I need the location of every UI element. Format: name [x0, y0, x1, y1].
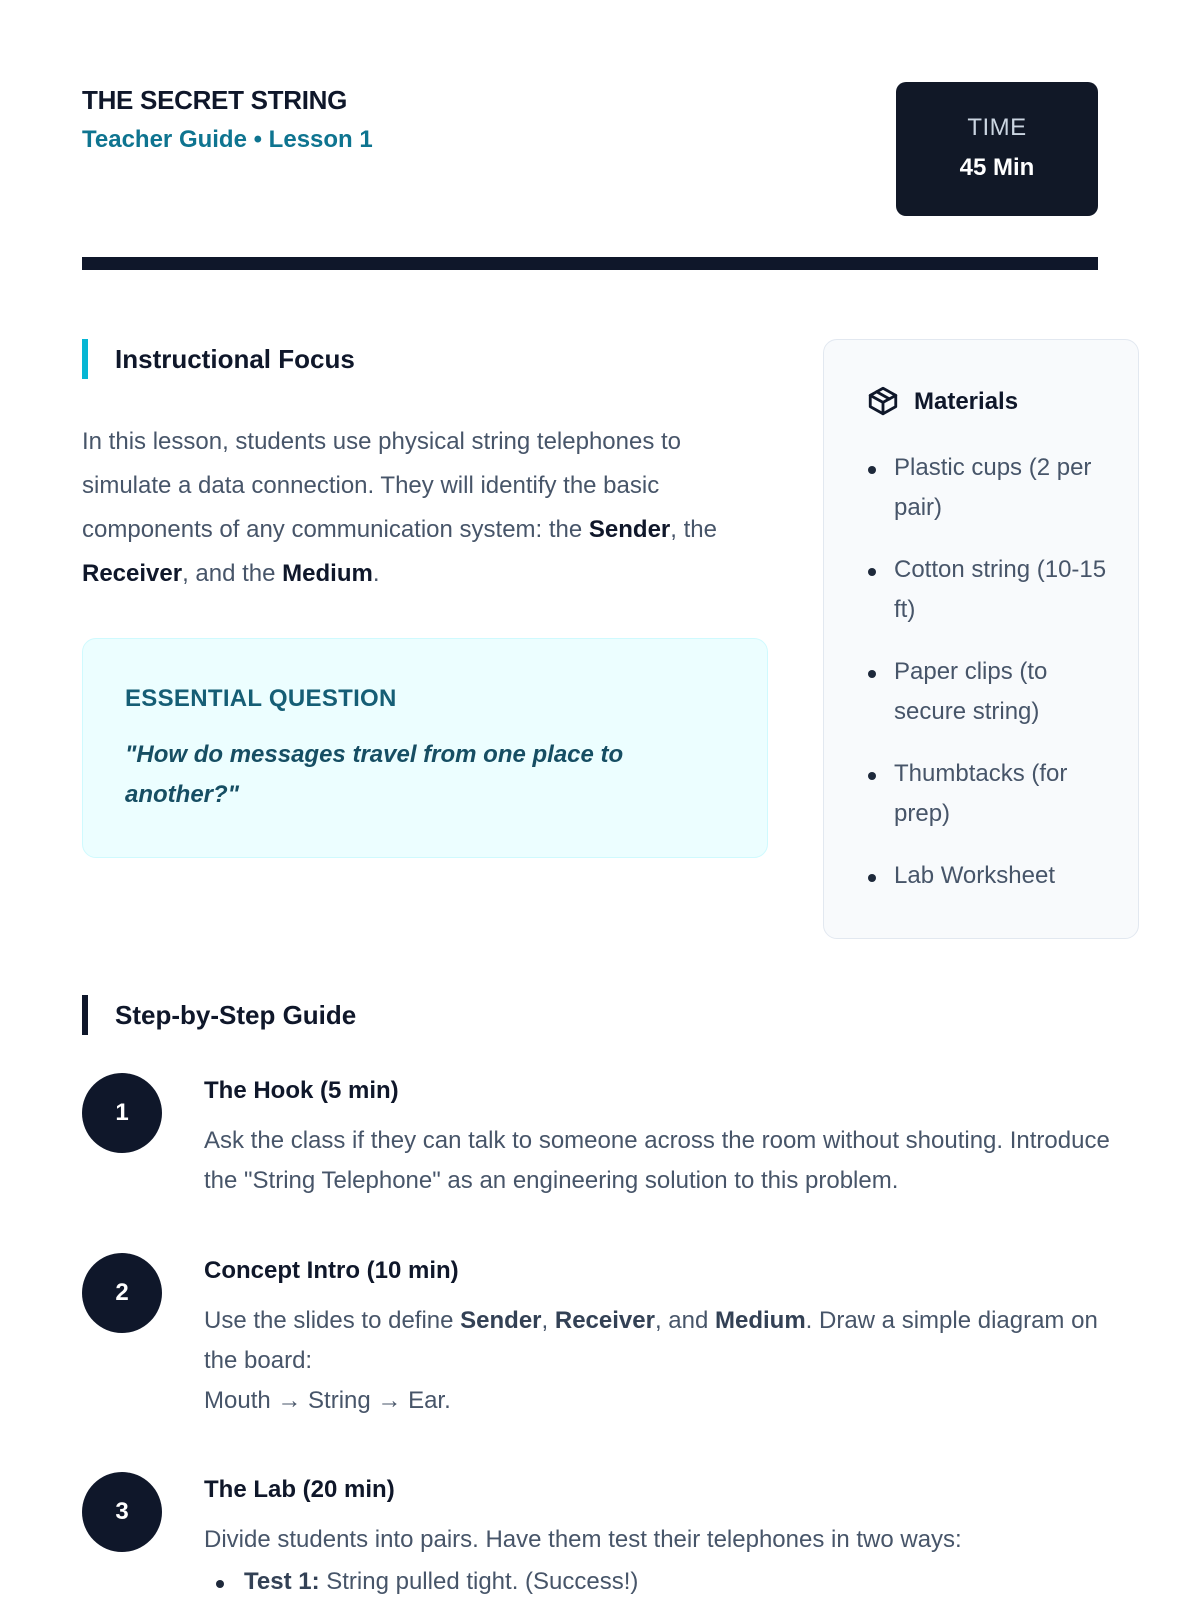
lesson-title: THE SECRET STRING	[82, 85, 348, 115]
materials-item: Paper clips (to secure string)	[866, 652, 1116, 732]
step-number-badge: 1	[82, 1073, 162, 1153]
time-label: TIME	[967, 114, 1027, 141]
steps-heading-block	[82, 995, 682, 1035]
test-label: Test 1:	[244, 1568, 320, 1595]
step-item	[82, 1253, 1142, 1433]
focus-heading-block	[82, 339, 682, 379]
step-title: The Lab (20 min)	[204, 1476, 395, 1503]
step-text-part: , and	[654, 1307, 715, 1334]
essential-question-quote: "How do messages travel from one place to another?"	[125, 741, 624, 808]
focus-text-part: .	[372, 560, 380, 587]
focus-text-part: In this lesson, students use physical string telephones to simulate a data connection. They will identify the basic components of any communication system: the	[82, 428, 682, 543]
term-medium: Medium	[715, 1307, 806, 1334]
step-number-badge: 3	[82, 1472, 162, 1552]
materials-item: Plastic cups (2 per pair)	[866, 448, 1116, 528]
materials-card	[823, 339, 1139, 939]
step-title: The Hook (5 min)	[204, 1077, 399, 1104]
lesson-subtitle: Teacher Guide • Lesson 1	[82, 126, 373, 153]
step-title: Concept Intro (10 min)	[204, 1257, 459, 1284]
test-text: String pulled tight. (Success!)	[319, 1568, 639, 1595]
steps-accent-bar	[82, 995, 88, 1035]
term-sender: Sender	[460, 1307, 542, 1334]
step-description-line: Divide students into pairs. Have them test their telephones in two ways:	[204, 1526, 962, 1553]
term-medium: Medium	[282, 560, 373, 587]
step-item	[82, 1073, 1142, 1213]
step-text-part: . Draw a simple diagram on the board:	[204, 1307, 1098, 1374]
step-text-part: ,	[541, 1307, 555, 1334]
header-divider	[82, 257, 1098, 270]
focus-text-part: , and the	[182, 560, 283, 587]
essential-question-box	[82, 638, 768, 858]
materials-item: Thumbtacks (for prep)	[866, 754, 1116, 834]
time-value: 45 Min	[959, 154, 1035, 181]
step-item	[82, 1472, 1142, 1600]
test-item	[204, 1562, 1124, 1600]
step-number-badge: 2	[82, 1253, 162, 1333]
diagram-text: Mouth → String → Ear.	[204, 1387, 451, 1414]
term-receiver: Receiver	[554, 1307, 655, 1334]
step-text-part: Use the slides to define	[204, 1307, 461, 1334]
package-icon	[866, 384, 900, 418]
focus-paragraph	[82, 420, 772, 596]
test-list	[204, 1562, 1124, 1600]
step-description: Ask the class if they can talk to someone across the room without shouting. Introduce the "String Telephone" as an engineering solution to this problem.	[204, 1127, 1110, 1194]
focus-heading: Instructional Focus	[115, 344, 355, 374]
term-receiver: Receiver	[82, 560, 183, 587]
essential-question-label: ESSENTIAL QUESTION	[125, 685, 397, 712]
time-badge	[896, 82, 1098, 216]
focus-accent-bar	[82, 339, 88, 379]
focus-text-part: , the	[670, 516, 717, 543]
materials-item: Lab Worksheet	[866, 856, 1116, 896]
step-description	[204, 1520, 1124, 1600]
materials-item: Cotton string (10-15 ft)	[866, 550, 1116, 630]
steps-heading: Step-by-Step Guide	[115, 1000, 357, 1030]
lesson-header	[82, 82, 1098, 216]
term-sender: Sender	[588, 516, 671, 543]
materials-title: Materials	[914, 388, 1019, 415]
materials-list	[866, 448, 1116, 918]
step-description-line	[204, 1301, 1124, 1381]
step-description	[204, 1301, 1124, 1421]
